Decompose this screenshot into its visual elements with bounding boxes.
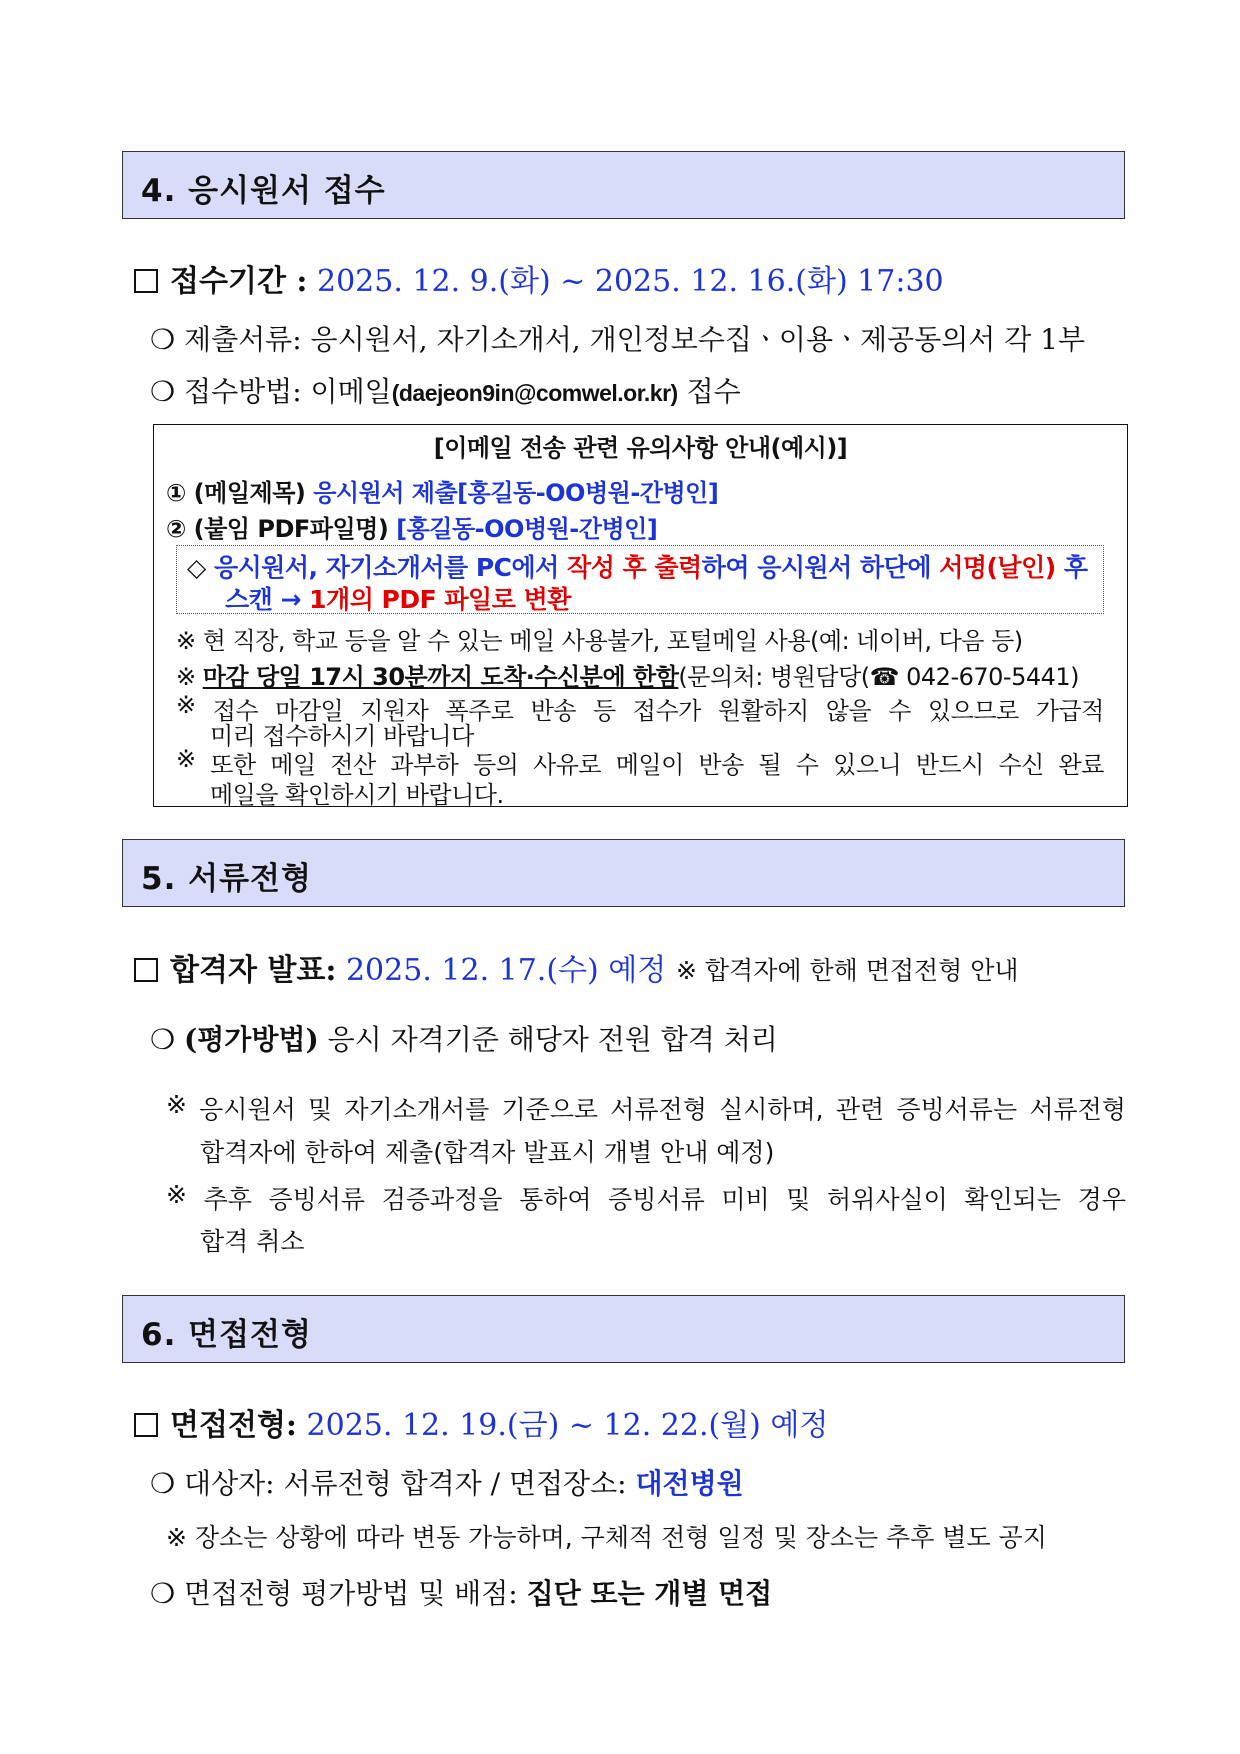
- application-period: 접수기간 : 2025. 12. 9.(화) ~ 2025. 12. 16.(화) 17:30: [134, 256, 944, 300]
- document-note-2-word: 경우: [1077, 1185, 1126, 1214]
- circle-bullet-icon: ❍: [150, 1023, 185, 1056]
- interview-target: ❍ 대상자: 서류전형 합격자 / 면접장소: 대전병원: [150, 1467, 744, 1500]
- notice-note-3-word: 지원자: [360, 697, 429, 725]
- notice-note-1: ※ 현 직장, 학교 등을 알 수 있는 메일 사용불가, 포털메일 사용(예: 네이버, 다음 등): [176, 627, 1023, 655]
- document-note-1-word: 관련: [835, 1095, 885, 1124]
- circle-bullet-icon: ❍: [150, 1577, 185, 1610]
- notice-note-4-word: 전산: [330, 751, 376, 779]
- interview-place: 대전병원: [635, 1467, 744, 1500]
- notice-note-4-word: 반송: [698, 751, 744, 779]
- document-note-1-word: ※: [166, 1090, 187, 1119]
- notice-note-4-word: 사유로: [533, 751, 602, 779]
- section-6-title: 6. 면접전형: [141, 1317, 312, 1353]
- interview-place-note: ※ 장소는 상황에 따라 변동 가능하며, 구체적 전형 일정 및 장소는 추후 별도 공지: [166, 1523, 1047, 1552]
- notice-item-1: ① (메일제목) 응시원서 제출[홍길동-OO병원-간병인]: [166, 479, 719, 507]
- document-note-2-cont: 합격 취소: [200, 1227, 305, 1256]
- notice-note-3-word: ※: [176, 691, 196, 719]
- notice-note-4-word: 메일이: [615, 751, 684, 779]
- circle-bullet-icon: ❍: [150, 375, 185, 408]
- document-note-2: [166, 1180, 1126, 1216]
- submission-documents: ❍ 제출서류: 응시원서, 자기소개서, 개인정보수집ㆍ이용ㆍ제공동의서 각 1부: [150, 323, 1086, 356]
- document-note-1-word: 서류전형: [1029, 1095, 1126, 1124]
- document-note-2-word: ※: [166, 1180, 187, 1209]
- notice-note-3-word: 원활하지: [717, 697, 809, 725]
- section-4-title: 4. 응시원서 접수: [141, 173, 386, 209]
- pdf-instruction-box: [176, 545, 1104, 614]
- notice-note-4-word: 수: [795, 751, 819, 779]
- section-5-title: 5. 서류전형: [141, 861, 312, 897]
- notice-note-4-word: ※: [176, 745, 196, 773]
- notice-note-4-word: 있으니: [833, 751, 902, 779]
- document-evaluation-method: ❍ (평가방법) 응시 자격기준 해당자 전원 합격 처리: [150, 1023, 778, 1056]
- notice-note-4-word: 메일: [270, 751, 316, 779]
- document-note-2-word: 검증과정을: [381, 1185, 503, 1214]
- notice-note-3-word: 가급적: [1035, 697, 1104, 725]
- notice-note-4-word: 완료: [1058, 751, 1104, 779]
- section-6-header: [122, 1295, 1125, 1363]
- notice-note-4-word: 또한: [210, 751, 256, 779]
- notice-note-3-word: 접수: [212, 697, 259, 725]
- notice-note-3-word: 등: [593, 697, 616, 725]
- document-note-2-word: 통하여: [519, 1185, 592, 1214]
- document-note-2-word: 확인되는: [964, 1185, 1062, 1214]
- notice-note-3-word: 접수가: [632, 697, 701, 725]
- interview-schedule: 면접전형: 2025. 12. 19.(금) ~ 12. 22.(월) 예정: [134, 1400, 828, 1444]
- notice-note-3-word: 않을: [825, 697, 872, 725]
- document-note-1-word: 기준으로: [501, 1095, 599, 1124]
- interview-evaluation-value: 집단 또는 개별 면접: [526, 1577, 773, 1610]
- circle-bullet-icon: ❍: [150, 323, 185, 356]
- result-announcement-value: 2025. 12. 17.(수) 예정: [345, 953, 667, 988]
- document-note-1-word: 및: [307, 1095, 333, 1124]
- notice-note-3-word: 마감일: [275, 697, 344, 725]
- email-notice-box: [153, 424, 1128, 807]
- interview-evaluation: ❍ 면접전형 평가방법 및 배점: 집단 또는 개별 면접: [150, 1577, 773, 1610]
- contact-email: (daejeon9in@comwel.or.kr): [391, 380, 678, 406]
- interview-schedule-value: 2025. 12. 19.(금) ~ 12. 22.(월) 예정: [306, 1408, 829, 1443]
- checkbox-icon: [134, 1413, 158, 1437]
- deadline-text: 마감 당일 17시 30분까지 도착·수신분에 한함: [202, 663, 679, 691]
- checkbox-icon: [134, 958, 158, 982]
- document-note-1-word: 자기소개서를: [344, 1095, 490, 1124]
- application-period-value: 2025. 12. 9.(화) ~ 2025. 12. 16.(화) 17:30: [317, 264, 944, 299]
- document-note-2-word: 미비: [721, 1185, 770, 1214]
- document-note-2-word: 및: [786, 1185, 811, 1214]
- submission-method: ❍ 접수방법: 이메일(daejeon9in@comwel.or.kr) 접수: [150, 375, 741, 408]
- notice-note-4-word: 과부하: [390, 751, 459, 779]
- notice-note-3-word: 수: [888, 697, 911, 725]
- document-note-2-word: 증빙서류: [268, 1185, 366, 1214]
- notice-note-3-word: 반송: [530, 697, 576, 725]
- notice-note-4-cont: 메일을 확인하시기 바랍니다.: [210, 781, 504, 809]
- document-note-1-word: 응시원서: [199, 1095, 296, 1124]
- notice-item-2: ② (붙임 PDF파일명) [홍길동-OO병원-간병인]: [166, 515, 658, 543]
- document-note-1-cont: 합격자에 한하여 제출(합격자 발표시 개별 안내 예정): [200, 1138, 775, 1167]
- pdf-instruction-line-2: 스캔 → 1개의 PDF 파일로 변환: [225, 585, 571, 614]
- document-note-2-word: 증빙서류: [608, 1185, 705, 1214]
- section-4-header: [122, 151, 1125, 219]
- notice-title: [이메일 전송 관련 유의사항 안내(예시)]: [433, 434, 848, 462]
- circle-bullet-icon: ❍: [150, 1467, 185, 1500]
- document-note-1-word: 실시하며,: [719, 1095, 824, 1124]
- notice-note-4-word: 반드시: [915, 751, 984, 779]
- document-note-2-word: 허위사실이: [827, 1185, 948, 1214]
- document-note-2-word: 추후: [203, 1185, 252, 1214]
- document-note-1: [166, 1090, 1126, 1126]
- pdf-instruction-line-1: ◇ 응시원서, 자기소개서를 PC에서 작성 후 출력하여 응시원서 하단에 서명(날인) 후: [187, 553, 1088, 582]
- result-announcement: 합격자 발표: 2025. 12. 17.(수) 예정: [134, 945, 666, 989]
- notice-note-3-word: 폭주로: [445, 697, 514, 725]
- document-note-1-word: 증빙서류는: [896, 1095, 1018, 1124]
- notice-note-4-word: 등의: [473, 751, 519, 779]
- document-note-1-word: 서류전형: [610, 1095, 707, 1124]
- checkbox-icon: [134, 269, 158, 293]
- notice-note-3-word: 있으므로: [927, 697, 1019, 725]
- notice-note-4-word: 될: [758, 751, 782, 779]
- section-5-header: [122, 839, 1125, 907]
- notice-note-2: ※ 마감 당일 17시 30분까지 도착·수신분에 한함(문의처: 병원담당(☎ 042-670-5441): [176, 663, 1080, 691]
- result-announcement-note: ※ 합격자에 한해 면접전형 안내: [676, 956, 1019, 985]
- notice-note-3-cont: 미리 접수하시기 바랍니다: [210, 722, 474, 750]
- diamond-icon: ◇: [187, 553, 206, 582]
- notice-note-4-word: 수신: [998, 751, 1044, 779]
